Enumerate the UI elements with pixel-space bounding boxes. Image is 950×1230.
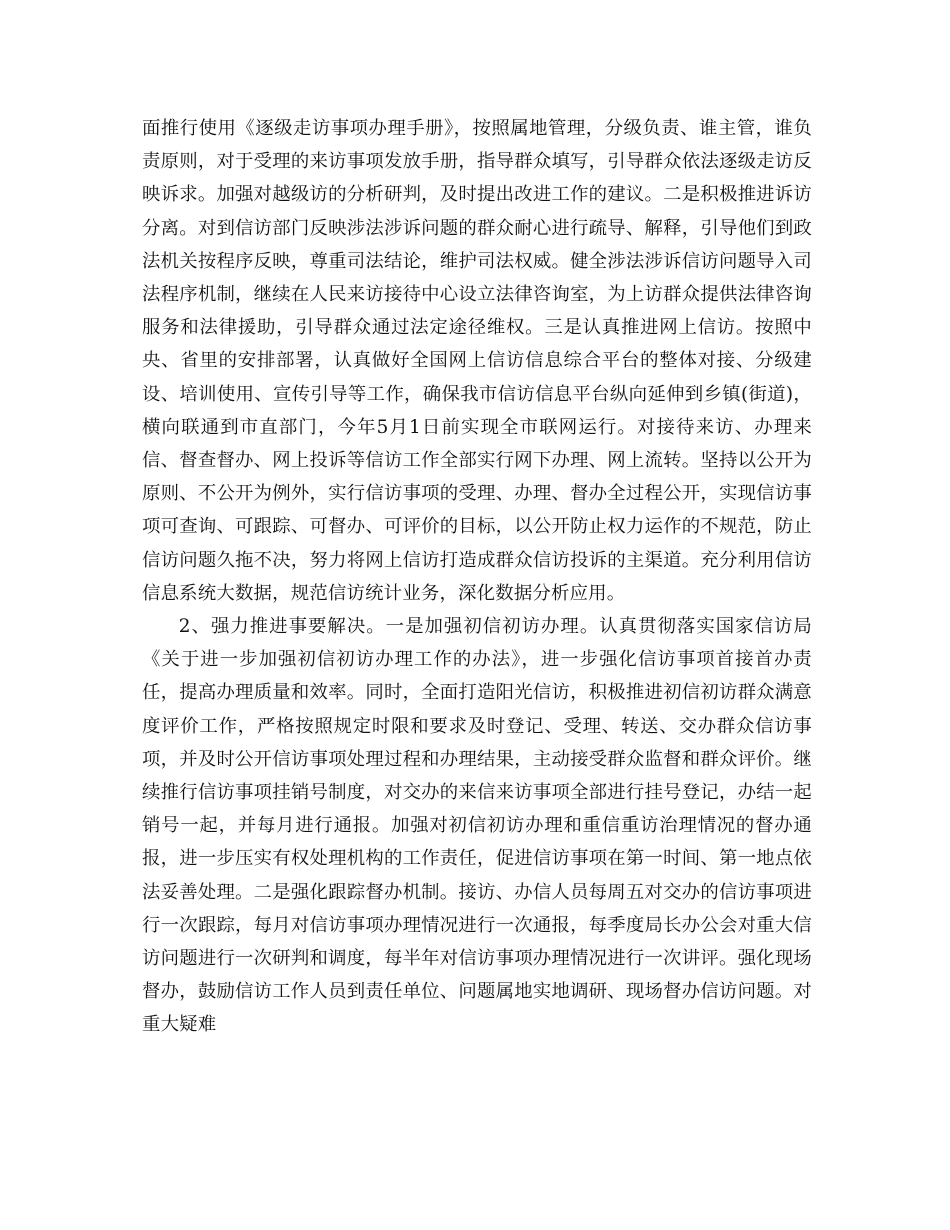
paragraph-petition-procedures: 面推行使用《逐级走访事项办理手册》，按照属地管理，分级负责、谁主管，谁负责原则，对于受理的来访事项发放手册，指导群众填写，引导群众依法逐级走访反映诉求。加强对越级访的分析研判，及时提出改进工作的建议。二是积极推进诉访分离。对到信访部门反映涉法涉诉问题的群众耐心进行疏导、解释，引导他们到政法机关按程序反映，尊重司法结论，维护司法权威。健全涉法涉诉信访问题导入司法程序机制，继续在人民来访接待中心设立法律咨询室，为上访群众提供法律咨询服务和法律援助，引导群众通过法定途径维权。三是认真推进网上信访。按照中央、省里的安排部署，认真做好全国网上信访信息综合平台的整体对接、分级建设、培训使用、宣传引导等工作，确保我市信访信息平台纵向延伸到乡镇(街道)，横向联通到市直部门，今年5月1日前实现全市联网运行。对接待来访、办理来信、督查督办、网上投诉等信访工作全部实行网下办理、网上流转。坚持以公开为原则、不公开为例外，实行信访事项的受理、办理、督办全过程公开，实现信访事项可查询、可跟踪、可督办、可评价的目标，以公开防止权力运作的不规范，防止信访问题久拖不决，努力将网上信访打造成群众信访投诉的主渠道。充分利用信访信息系统大数据，规范信访统计业务，深化数据分析应用。 [142, 118, 812, 604]
document-body [142, 112, 812, 1042]
paragraph-resolve-matters: 2、强力推进事要解决。一是加强初信初访办理。认真贯彻落实国家信访局《关于进一步加强初信初访办理工作的办法》，进一步强化信访事项首接首办责任，提高办理质量和效率。同时，全面打造阳光信访，积极推进初信初访群众满意度评价工作，严格按照规定时限和要求及时登记、受理、转送、交办群众信访事项，并及时公开信访事项处理过程和办理结果，主动接受群众监督和群众评价。继续推行信访事项挂销号制度，对交办的来信来访事项全部进行挂号登记，办结一起销号一起，并每月进行通报。加强对初信初访办理和重信重访治理情况的督办通报，进一步压实有权处理机构的工作责任，促进信访事项在第一时间、第一地点依法妥善处理。二是强化跟踪督办机制。接访、办信人员每周五对交办的信访事项进行一次跟踪，每月对信访事项办理情况进行一次通报，每季度局长办公会对重大信访问题进行一次研判和调度，每半年对信访事项办理情况进行一次讲评。强化现场督办，鼓励信访工作人员到责任单位、问题属地实地调研、现场督办信访问题。对重大疑难 [142, 616, 812, 1036]
